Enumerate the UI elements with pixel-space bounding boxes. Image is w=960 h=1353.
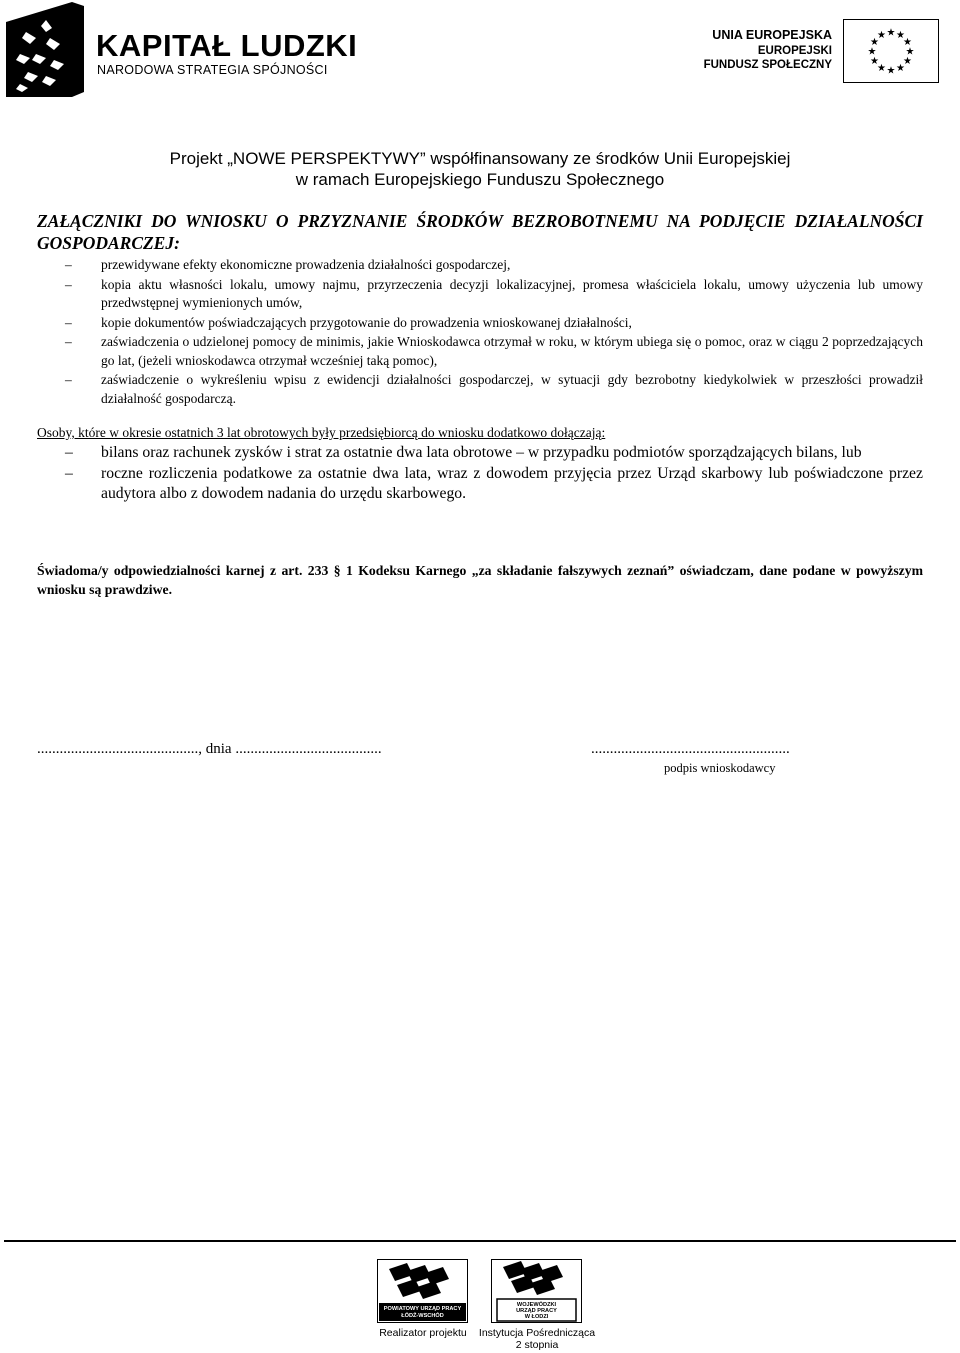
eu-star-icon: ★ bbox=[886, 27, 896, 39]
eu-name: UNIA EUROPEJSKA bbox=[712, 28, 832, 42]
signature-caption: podpis wnioskodawcy bbox=[664, 761, 776, 775]
kapital-ludzki-logo-icon bbox=[6, 2, 84, 97]
list-item-text: kopie dokumentów poświadczających przygotowanie do prowadzenia wnioskowanej działalności, bbox=[101, 314, 632, 330]
eu-star-icon: ★ bbox=[886, 65, 896, 77]
list-item bbox=[37, 464, 923, 505]
list-item bbox=[37, 443, 923, 464]
svg-text:ŁÓDŹ-WSCHÓD: ŁÓDŹ-WSCHÓD bbox=[401, 1313, 444, 1319]
list-item bbox=[37, 371, 923, 408]
svg-text:W ŁODZI: W ŁODZI bbox=[524, 1314, 549, 1320]
kapital-ludzki-title: KAPITAŁ LUDZKI bbox=[96, 28, 358, 63]
list-item bbox=[37, 314, 923, 333]
eu-star-icon: ★ bbox=[877, 30, 886, 41]
list-item-text: zaświadczenia o udzielonej pomocy de minimis, jakie Wnioskodawca otrzymał w roku, w którym ubiega się o pomoc, oraz w ciągu 2 poprzedzających go lat, (jeżeli wnioskodawca otrzymał wcześniej taką pomoc), bbox=[101, 334, 923, 368]
list-item-text: przewidywane efekty ekonomiczne prowadzenia działalności gospodarczej, bbox=[101, 257, 511, 272]
list-item bbox=[37, 276, 923, 313]
additional-attachments-intro: Osoby, które w okresie ostatnich 3 lat obrotowych były przedsiębiorcą do wniosku dodatkowo dołączają: bbox=[37, 425, 606, 440]
additional-attachments-list bbox=[37, 443, 923, 505]
eu-flag-icon bbox=[843, 19, 939, 83]
dash-marker: – bbox=[65, 372, 72, 387]
kapital-ludzki-subtitle: NARODOWA STRATEGIA SPÓJNOŚCI bbox=[97, 63, 328, 77]
eu-star-icon: ★ bbox=[877, 63, 886, 74]
eu-star-icon: ★ bbox=[870, 56, 879, 67]
eu-star-icon: ★ bbox=[903, 37, 912, 48]
dash-marker: – bbox=[65, 464, 73, 482]
eu-star-icon: ★ bbox=[896, 63, 905, 74]
wup-lodz-logo-icon bbox=[491, 1259, 582, 1323]
eu-star-icon: ★ bbox=[867, 46, 877, 58]
list-item-text: bilans oraz rachunek zysków i strat za ostatnie dwa lata obrotowe – w przypadku podmiotów sporządzających bilans, lub bbox=[101, 444, 862, 461]
dash-marker: – bbox=[65, 444, 73, 461]
place-date-field: ..........................................., dnia ....................................... bbox=[37, 741, 382, 757]
project-title bbox=[0, 148, 960, 190]
signature-field: ..................................................... bbox=[591, 741, 790, 757]
list-item bbox=[37, 256, 923, 275]
attachments-list bbox=[37, 256, 923, 409]
svg-text:URZĄD PRACY: URZĄD PRACY bbox=[516, 1308, 557, 1314]
list-item-text: kopia aktu własności lokalu, umowy najmu, przyrzeczenia decyzji lokalizacyjnej, promesa właściciela lokalu, umowy użyczenia lub umowy przedwstępnej wymienionych umów, bbox=[101, 276, 923, 310]
footer-divider bbox=[4, 1240, 956, 1242]
attachments-heading: ZAŁĄCZNIKI DO WNIOSKU O PRZYZNANIE ŚRODKÓW BEZROBOTNEMU NA PODJĘCIE DZIAŁALNOŚCI GOSPODARCZEJ: bbox=[37, 211, 923, 253]
eu-star-icon: ★ bbox=[896, 30, 905, 41]
dash-marker: – bbox=[65, 257, 72, 272]
eu-star-icon: ★ bbox=[905, 46, 915, 58]
eu-star-icon: ★ bbox=[903, 56, 912, 67]
list-item bbox=[37, 333, 923, 370]
eu-fund-line2: FUNDUSZ SPOŁECZNY bbox=[703, 59, 832, 71]
project-line-2: w ramach Europejskiego Funduszu Społecznego bbox=[295, 170, 665, 189]
dash-marker: – bbox=[65, 276, 72, 292]
list-item-text: zaświadczenie o wykreśleniu wpisu z ewidencji działalności gospodarczej, w sytuacji gdy bezrobotny kiedykolwiek w przeszłości prowadził działalność gospodarczą. bbox=[101, 372, 923, 406]
project-line-1: Projekt „NOWE PERSPEKTYWY” współfinansowany ze środków Unii Europejskiej bbox=[169, 149, 791, 168]
eu-fund-line1: EUROPEJSKI bbox=[757, 44, 832, 57]
svg-text:WOJEWÓDZKI: WOJEWÓDZKI bbox=[516, 1302, 557, 1308]
eu-text-block bbox=[704, 28, 832, 72]
dash-marker: – bbox=[65, 314, 72, 330]
footer-caption-instytucja bbox=[478, 1327, 596, 1351]
footer-caption-realizator: Realizator projektu bbox=[379, 1327, 467, 1339]
eu-star-icon: ★ bbox=[870, 37, 879, 48]
list-item-text: roczne rozliczenia podatkowe za ostatnie dwa lata, wraz z dowodem przyjęcia przez Urząd skarbowy lub poświadczone przez audytora albo z dowodem nadania do urzędu skarbowego. bbox=[101, 464, 923, 502]
svg-text:POWIATOWY URZĄD PRACY: POWIATOWY URZĄD PRACY bbox=[383, 1306, 462, 1312]
pup-lodz-wschod-logo-icon bbox=[377, 1259, 468, 1323]
declaration-statement: Świadoma/y odpowiedzialności karnej z art. 233 § 1 Kodeksu Karnego „za składanie fałszywych zeznań” oświadczam, dane podane w powyższym wniosku są prawdziwe. bbox=[37, 563, 923, 597]
dash-marker: – bbox=[65, 334, 72, 349]
footer-caption-instytucja-line1: Instytucja Pośrednicząca bbox=[478, 1327, 596, 1339]
footer-caption-instytucja-line2: 2 stopnia bbox=[515, 1339, 559, 1351]
